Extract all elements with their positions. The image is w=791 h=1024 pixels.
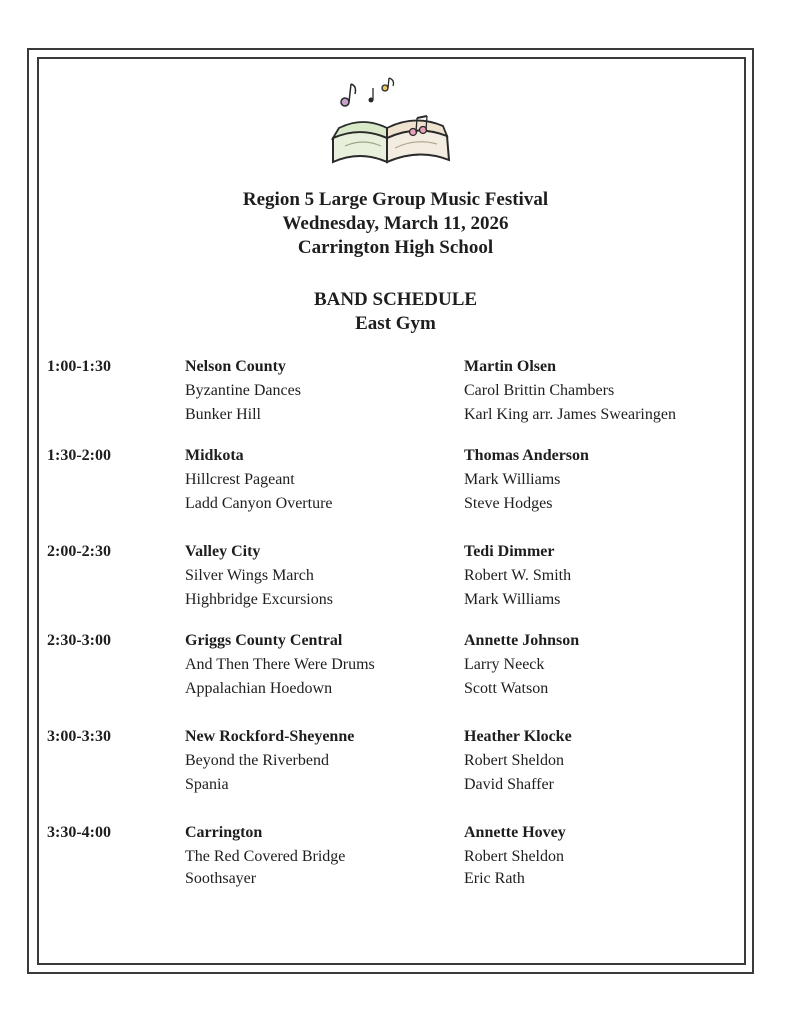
piece-title: Silver Wings March bbox=[185, 567, 314, 584]
time-slot: 2:30-3:00 bbox=[47, 632, 111, 649]
piece-title: The Red Covered Bridge bbox=[185, 848, 346, 865]
school-name: Carrington bbox=[185, 824, 263, 841]
director-column bbox=[464, 540, 571, 612]
music-book-icon bbox=[325, 76, 455, 168]
director-name: Annette Johnson bbox=[464, 632, 580, 649]
schedule-location: East Gym bbox=[355, 313, 436, 334]
school-column bbox=[185, 444, 333, 516]
festival-title: Region 5 Large Group Music Festival bbox=[242, 189, 549, 210]
director-name: Tedi Dimmer bbox=[464, 543, 555, 560]
schedule-title: BAND SCHEDULE bbox=[313, 289, 478, 310]
director-name: Annette Hovey bbox=[464, 824, 566, 841]
composer-name: Robert Sheldon bbox=[464, 752, 564, 769]
director-column bbox=[464, 444, 589, 516]
time-slot: 2:00-2:30 bbox=[47, 543, 111, 560]
piece-title: Soothsayer bbox=[185, 870, 257, 887]
schedule-header bbox=[0, 288, 791, 336]
school-name: Griggs County Central bbox=[185, 632, 343, 649]
composer-name: Mark Williams bbox=[464, 471, 561, 488]
director-column bbox=[464, 725, 572, 797]
piece-title: Spania bbox=[185, 776, 229, 793]
school-column bbox=[185, 540, 333, 612]
school-name: Midkota bbox=[185, 447, 244, 464]
school-name: Nelson County bbox=[185, 358, 286, 375]
time-slot: 3:00-3:30 bbox=[47, 728, 111, 745]
director-column bbox=[464, 821, 566, 889]
composer-name: David Shaffer bbox=[464, 776, 554, 793]
piece-title: And Then There Were Drums bbox=[185, 656, 375, 673]
piece-title: Highbridge Excursions bbox=[185, 591, 333, 608]
festival-date: Wednesday, March 11, 2026 bbox=[282, 213, 509, 234]
school-name: New Rockford-Sheyenne bbox=[185, 728, 355, 745]
director-column bbox=[464, 355, 676, 427]
school-column bbox=[185, 629, 375, 701]
composer-name: Steve Hodges bbox=[464, 495, 553, 512]
composer-name: Mark Williams bbox=[464, 591, 561, 608]
director-name: Martin Olsen bbox=[464, 358, 556, 375]
composer-name: Scott Watson bbox=[464, 680, 549, 697]
piece-title: Beyond the Riverbend bbox=[185, 752, 329, 769]
director-column bbox=[464, 629, 579, 701]
piece-title: Hillcrest Pageant bbox=[185, 471, 295, 488]
time-slot: 1:30-2:00 bbox=[47, 447, 111, 464]
director-name: Heather Klocke bbox=[464, 728, 572, 745]
composer-name: Robert W. Smith bbox=[464, 567, 572, 584]
composer-name: Robert Sheldon bbox=[464, 848, 564, 865]
time-slot: 3:30-4:00 bbox=[47, 824, 111, 841]
piece-title: Appalachian Hoedown bbox=[185, 680, 333, 697]
composer-name: Larry Neeck bbox=[464, 656, 545, 673]
composer-name: Karl King arr. James Swearingen bbox=[464, 406, 676, 423]
piece-title: Ladd Canyon Overture bbox=[185, 495, 333, 512]
school-column bbox=[185, 821, 345, 889]
festival-header bbox=[0, 188, 791, 260]
director-name: Thomas Anderson bbox=[464, 447, 589, 464]
school-name: Valley City bbox=[185, 543, 261, 560]
school-column bbox=[185, 725, 354, 797]
composer-name: Eric Rath bbox=[464, 870, 525, 887]
time-slot: 1:00-1:30 bbox=[47, 358, 111, 375]
composer-name: Carol Brittin Chambers bbox=[464, 382, 615, 399]
school-column bbox=[185, 355, 301, 427]
festival-venue: Carrington High School bbox=[297, 237, 494, 258]
piece-title: Byzantine Dances bbox=[185, 382, 301, 399]
piece-title: Bunker Hill bbox=[185, 406, 261, 423]
